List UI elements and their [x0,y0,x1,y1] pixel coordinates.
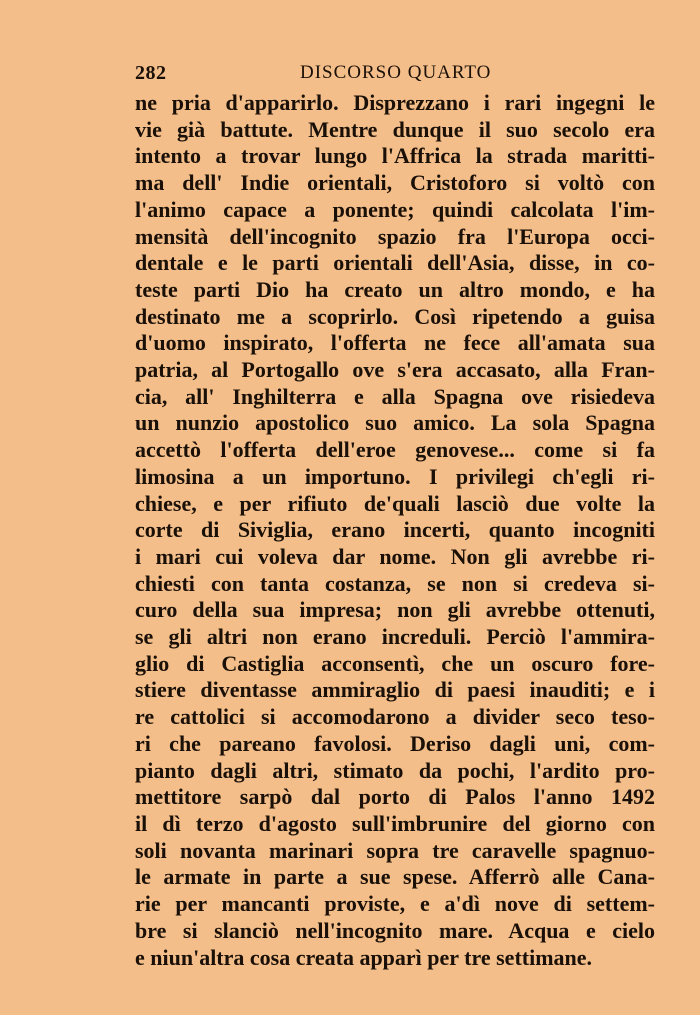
page-header [135,62,655,88]
text-line: corte di Siviglia, erano incerti, quanto incogniti [135,517,655,543]
text-line: pianto dagli altri, stimato da pochi, l'ardito pro- [135,757,655,783]
text-line: un nunzio apostolico suo amico. La sola Spagna [135,410,655,436]
text-line: vie già battute. Mentre dunque il suo secolo era [135,116,655,142]
text-line: accettò l'offerta dell'eroe genovese... come si fa [135,437,655,463]
text-line: chiesti con tanta costanza, se non si credeva si- [135,570,655,596]
text-line: curo della sua impresa; non gli avrebbe ottenuti, [135,597,655,623]
text-line: l'animo capace a ponente; quindi calcolata l'im- [135,196,655,222]
text-line: re cattolici si accomodarono a divider seco teso- [135,704,655,730]
text-line: chiese, e per rifiuto de'quali lasciò due volte la [135,490,655,516]
text-line: patria, al Portogallo ove s'era accasato, alla Fran- [135,357,655,383]
text-line: bre si slanciò nell'incognito mare. Acqua e cielo [135,917,655,943]
text-line: mensità dell'incognito spazio fra l'Europa occi- [135,223,655,249]
body-text [135,90,655,971]
text-line: dentale e le parti orientali dell'Asia, disse, in co- [135,250,655,276]
text-line: intento a trovar lungo l'Affrica la strada maritti- [135,143,655,169]
running-title: DISCORSO QUARTO [300,62,492,83]
text-line: ma dell' Indie orientali, Cristoforo si voltò con [135,170,655,196]
text-line: se gli altri non erano increduli. Perciò l'ammira- [135,624,655,650]
text-line: e niun'altra cosa creata apparì per tre settimane. [135,944,593,970]
text-line: glio di Castiglia acconsentì, che un oscuro fore- [135,650,655,676]
text-line: teste parti Dio ha creato un altro mondo, e ha [135,276,655,302]
text-line: le armate in parte a sue spese. Afferrò alle Cana- [135,864,655,890]
text-line: cia, all' Inghilterra e alla Spagna ove risiedeva [135,383,655,409]
page-number: 282 [135,62,167,84]
text-line: ne pria d'apparirlo. Disprezzano i rari ingegni le [135,90,655,115]
text-line: mettitore sarpò dal porto di Palos l'anno 1492 [135,784,655,810]
text-line: rie per mancanti proviste, e a'dì nove di settem- [135,891,655,917]
text-line: i mari cui voleva dar nome. Non gli avrebbe ri- [135,543,655,569]
text-line: stiere diventasse ammiraglio di paesi inauditi; e i [135,677,655,703]
text-line: destinato me a scoprirlo. Così ripetendo a guisa [135,303,655,329]
text-line: soli novanta marinari sopra tre caravelle spagnuo- [135,837,655,863]
text-line: il dì terzo d'agosto sull'imbrunire del giorno con [135,810,655,836]
text-line: d'uomo inspirato, l'offerta ne fece all'amata sua [135,330,655,356]
text-line: limosina a un importuno. I privilegi ch'egli ri- [135,463,655,489]
text-line: ri che pareano favolosi. Deriso dagli uni, com- [135,730,655,756]
